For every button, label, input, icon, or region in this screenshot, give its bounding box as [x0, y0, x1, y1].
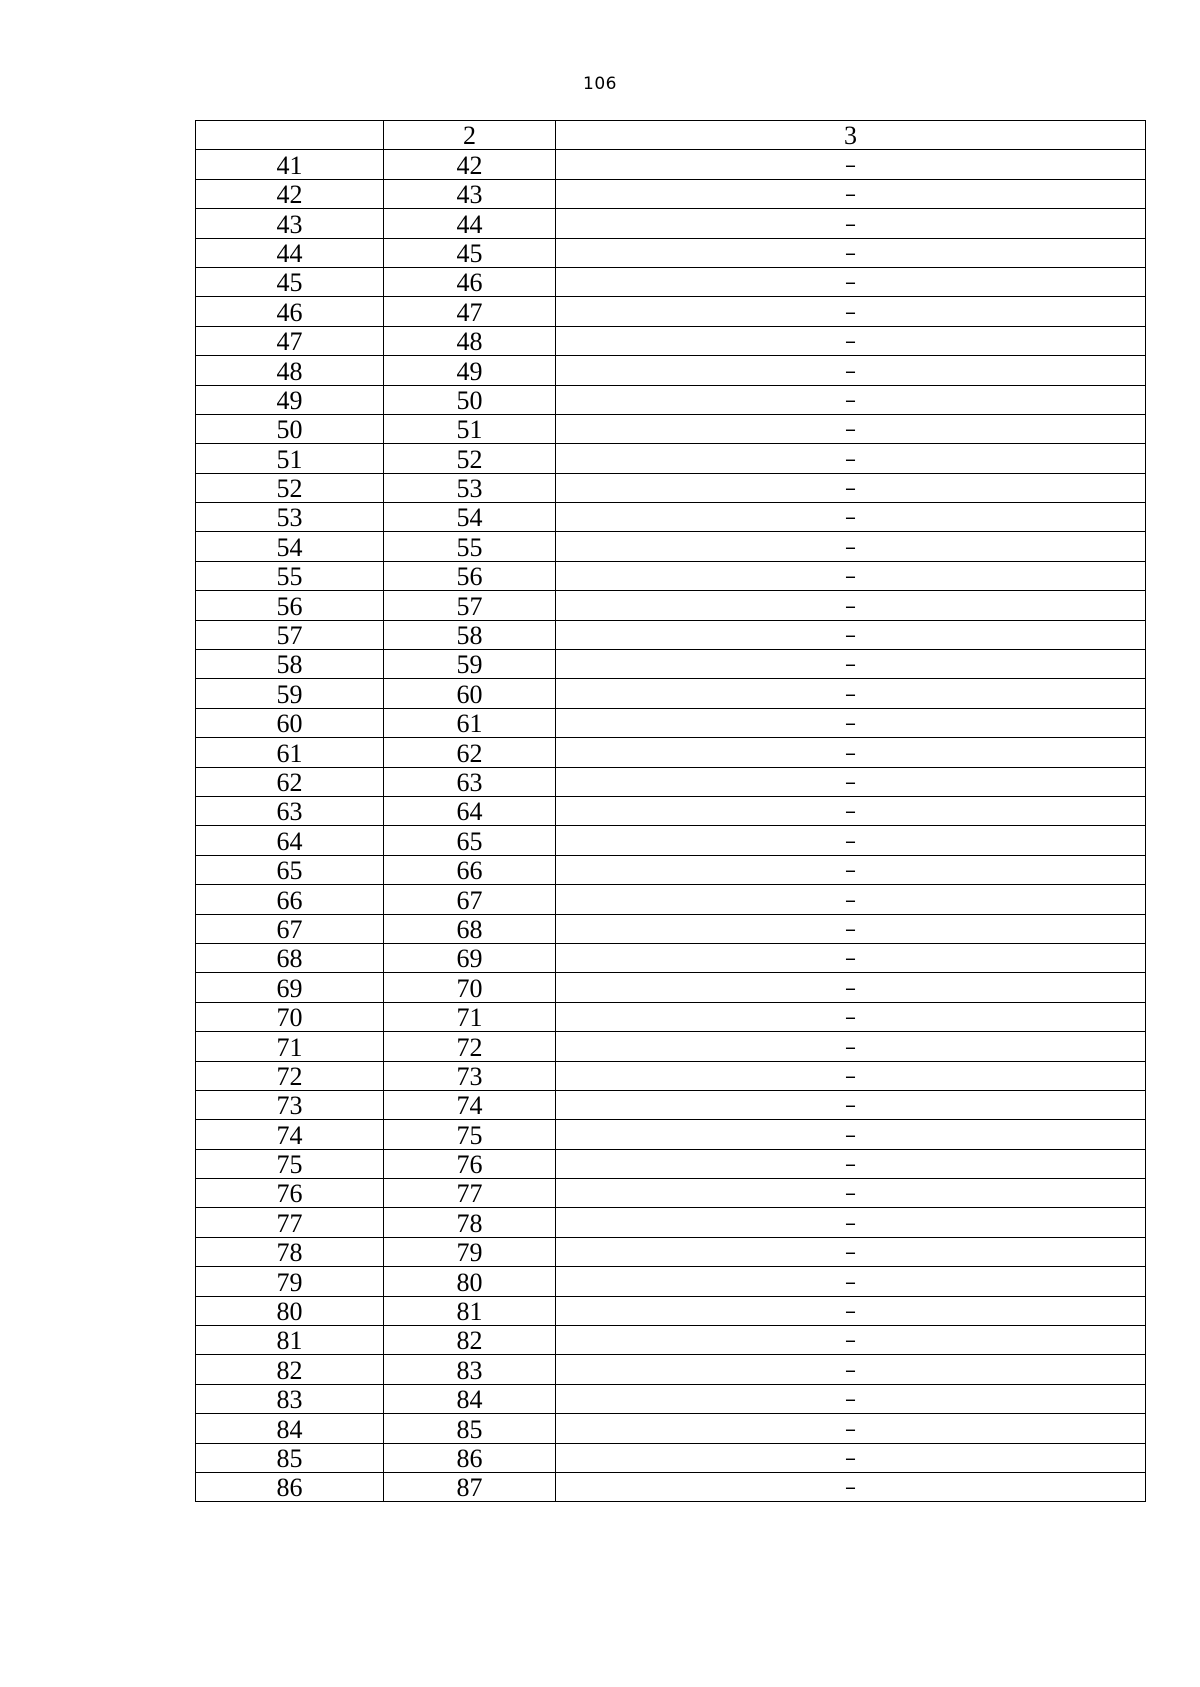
table-cell-col1: 52	[196, 473, 384, 502]
table-cell-col3: –	[556, 943, 1146, 972]
table-cell-col1: 71	[196, 1032, 384, 1061]
table-cell-col1: 74	[196, 1120, 384, 1149]
table-cell-col1: 73	[196, 1090, 384, 1119]
table-row	[196, 1443, 1146, 1472]
table-row	[196, 179, 1146, 208]
table-cell-col1: 86	[196, 1472, 384, 1501]
table-cell-col2: 68	[384, 914, 556, 943]
table-cell-col3: –	[556, 1032, 1146, 1061]
table-cell-col3: –	[556, 767, 1146, 796]
table-cell-col2: 54	[384, 503, 556, 532]
table-cell-col2: 72	[384, 1032, 556, 1061]
table-row	[196, 591, 1146, 620]
table-cell-col2: 48	[384, 326, 556, 355]
table-cell-col1: 63	[196, 796, 384, 825]
table-cell-col1: 83	[196, 1384, 384, 1413]
table-body	[196, 150, 1146, 1502]
table-cell-col1: 66	[196, 885, 384, 914]
table-row	[196, 473, 1146, 502]
table-cell-col1: 53	[196, 503, 384, 532]
table-row	[196, 414, 1146, 443]
table-cell-col2: 69	[384, 943, 556, 972]
table-cell-col3: –	[556, 150, 1146, 179]
table-cell-col2: 78	[384, 1208, 556, 1237]
table-cell-col3: –	[556, 1061, 1146, 1090]
table-row	[196, 1237, 1146, 1266]
table-row	[196, 855, 1146, 884]
table-cell-col2: 63	[384, 767, 556, 796]
table-cell-col3: –	[556, 826, 1146, 855]
table-row	[196, 150, 1146, 179]
table-row	[196, 1090, 1146, 1119]
table-cell-col2: 83	[384, 1355, 556, 1384]
table-cell-col3: –	[556, 238, 1146, 267]
table-row	[196, 532, 1146, 561]
table-cell-col2: 86	[384, 1443, 556, 1472]
table-row	[196, 767, 1146, 796]
table-cell-col1: 41	[196, 150, 384, 179]
table-row	[196, 738, 1146, 767]
table-cell-col2: 43	[384, 179, 556, 208]
table-cell-col1: 78	[196, 1237, 384, 1266]
table-cell-col3: –	[556, 591, 1146, 620]
table-cell-col3: –	[556, 1414, 1146, 1443]
table-cell-col3: –	[556, 297, 1146, 326]
table-cell-col1: 60	[196, 708, 384, 737]
table-cell-col1: 69	[196, 973, 384, 1002]
table-cell-col2: 50	[384, 385, 556, 414]
table-cell-col1: 50	[196, 414, 384, 443]
table-cell-col3: –	[556, 738, 1146, 767]
table-cell-col3: –	[556, 855, 1146, 884]
table-cell-col1: 81	[196, 1326, 384, 1355]
table-cell-col1: 76	[196, 1179, 384, 1208]
table-row	[196, 561, 1146, 590]
table-cell-col3: –	[556, 209, 1146, 238]
table-row	[196, 1120, 1146, 1149]
table-cell-col3: –	[556, 1002, 1146, 1031]
table-cell-col3: –	[556, 1090, 1146, 1119]
table-cell-col3: –	[556, 1355, 1146, 1384]
table-row	[196, 209, 1146, 238]
table-cell-col1: 64	[196, 826, 384, 855]
table-cell-col3: –	[556, 914, 1146, 943]
table-header-row	[196, 121, 1146, 150]
table-cell-col2: 65	[384, 826, 556, 855]
page-number: 106	[583, 74, 617, 94]
table-cell-col2: 53	[384, 473, 556, 502]
table-cell-col3: –	[556, 473, 1146, 502]
table-cell-col2: 56	[384, 561, 556, 590]
table-row	[196, 267, 1146, 296]
table-row	[196, 1179, 1146, 1208]
table-cell-col3: –	[556, 620, 1146, 649]
table-row	[196, 973, 1146, 1002]
header-cell-col2: 2	[384, 121, 556, 150]
table-cell-col2: 79	[384, 1237, 556, 1266]
table-cell-col3: –	[556, 444, 1146, 473]
table-cell-col3: –	[556, 1384, 1146, 1413]
table-cell-col1: 48	[196, 356, 384, 385]
table-cell-col1: 44	[196, 238, 384, 267]
table-cell-col2: 66	[384, 855, 556, 884]
table-cell-col1: 65	[196, 855, 384, 884]
table-row	[196, 650, 1146, 679]
data-table	[195, 120, 1146, 1502]
table-cell-col3: –	[556, 1296, 1146, 1325]
table-cell-col3: –	[556, 532, 1146, 561]
table-row	[196, 914, 1146, 943]
table-row	[196, 326, 1146, 355]
table-cell-col1: 54	[196, 532, 384, 561]
table-cell-col2: 75	[384, 1120, 556, 1149]
table-cell-col3: –	[556, 179, 1146, 208]
table-cell-col2: 87	[384, 1472, 556, 1501]
table-cell-col2: 71	[384, 1002, 556, 1031]
table-cell-col2: 70	[384, 973, 556, 1002]
table-cell-col2: 46	[384, 267, 556, 296]
table-row	[196, 1296, 1146, 1325]
table-cell-col3: –	[556, 1237, 1146, 1266]
table-cell-col2: 85	[384, 1414, 556, 1443]
table-cell-col3: –	[556, 1149, 1146, 1178]
header-cell-col3: 3	[556, 121, 1146, 150]
table-cell-col2: 47	[384, 297, 556, 326]
table-cell-col3: –	[556, 1443, 1146, 1472]
table-cell-col2: 59	[384, 650, 556, 679]
table-cell-col1: 47	[196, 326, 384, 355]
table-row	[196, 679, 1146, 708]
table-cell-col1: 77	[196, 1208, 384, 1237]
table-cell-col3: –	[556, 1208, 1146, 1237]
table-cell-col1: 42	[196, 179, 384, 208]
table-cell-col3: –	[556, 503, 1146, 532]
table-cell-col1: 68	[196, 943, 384, 972]
table-cell-col1: 57	[196, 620, 384, 649]
table-header	[196, 121, 1146, 150]
table-cell-col2: 76	[384, 1149, 556, 1178]
table-cell-col2: 58	[384, 620, 556, 649]
table-row	[196, 620, 1146, 649]
table-row	[196, 1355, 1146, 1384]
table-cell-col3: –	[556, 796, 1146, 825]
table-cell-col1: 67	[196, 914, 384, 943]
table-cell-col3: –	[556, 356, 1146, 385]
table-row	[196, 238, 1146, 267]
table-row	[196, 826, 1146, 855]
table-row	[196, 385, 1146, 414]
table-cell-col1: 55	[196, 561, 384, 590]
table-row	[196, 1472, 1146, 1501]
header-cell-col1	[196, 121, 384, 150]
table-cell-col2: 84	[384, 1384, 556, 1413]
table-cell-col1: 72	[196, 1061, 384, 1090]
table-cell-col2: 81	[384, 1296, 556, 1325]
table-row	[196, 885, 1146, 914]
table-cell-col2: 42	[384, 150, 556, 179]
table-cell-col3: –	[556, 1120, 1146, 1149]
table-cell-col3: –	[556, 267, 1146, 296]
table-cell-col3: –	[556, 414, 1146, 443]
table-row	[196, 503, 1146, 532]
table-cell-col3: –	[556, 885, 1146, 914]
table-cell-col2: 77	[384, 1179, 556, 1208]
table-cell-col1: 46	[196, 297, 384, 326]
table-row	[196, 1032, 1146, 1061]
table-cell-col1: 62	[196, 767, 384, 796]
table-cell-col2: 64	[384, 796, 556, 825]
table-cell-col1: 75	[196, 1149, 384, 1178]
table-cell-col2: 67	[384, 885, 556, 914]
table-cell-col1: 59	[196, 679, 384, 708]
table-cell-col2: 82	[384, 1326, 556, 1355]
table-cell-col1: 49	[196, 385, 384, 414]
table-cell-col3: –	[556, 679, 1146, 708]
table-row	[196, 796, 1146, 825]
table-cell-col3: –	[556, 1326, 1146, 1355]
table-cell-col2: 55	[384, 532, 556, 561]
table-cell-col2: 73	[384, 1061, 556, 1090]
table-cell-col1: 45	[196, 267, 384, 296]
table-cell-col2: 45	[384, 238, 556, 267]
table-row	[196, 1267, 1146, 1296]
table-cell-col2: 61	[384, 708, 556, 737]
table-cell-col3: –	[556, 1472, 1146, 1501]
table-cell-col3: –	[556, 1179, 1146, 1208]
table-row	[196, 1002, 1146, 1031]
table-cell-col3: –	[556, 326, 1146, 355]
table-cell-col2: 57	[384, 591, 556, 620]
table-cell-col2: 80	[384, 1267, 556, 1296]
table-cell-col1: 58	[196, 650, 384, 679]
table-cell-col2: 52	[384, 444, 556, 473]
table-cell-col1: 61	[196, 738, 384, 767]
table-row	[196, 1149, 1146, 1178]
table-cell-col3: –	[556, 1267, 1146, 1296]
table-row	[196, 1384, 1146, 1413]
table-row	[196, 297, 1146, 326]
table-row	[196, 356, 1146, 385]
table-cell-col3: –	[556, 561, 1146, 590]
table-cell-col1: 70	[196, 1002, 384, 1031]
table-cell-col2: 62	[384, 738, 556, 767]
table-cell-col1: 84	[196, 1414, 384, 1443]
table-cell-col1: 79	[196, 1267, 384, 1296]
table-cell-col3: –	[556, 650, 1146, 679]
table-row	[196, 708, 1146, 737]
table-cell-col2: 49	[384, 356, 556, 385]
table-cell-col1: 80	[196, 1296, 384, 1325]
table-cell-col2: 44	[384, 209, 556, 238]
table-cell-col2: 60	[384, 679, 556, 708]
table-row	[196, 943, 1146, 972]
table-cell-col3: –	[556, 973, 1146, 1002]
table-cell-col2: 51	[384, 414, 556, 443]
table-cell-col2: 74	[384, 1090, 556, 1119]
table-row	[196, 1414, 1146, 1443]
table-row	[196, 1061, 1146, 1090]
table-row	[196, 1326, 1146, 1355]
table-cell-col1: 56	[196, 591, 384, 620]
table-cell-col3: –	[556, 385, 1146, 414]
table-cell-col1: 43	[196, 209, 384, 238]
table-row	[196, 1208, 1146, 1237]
table-cell-col1: 82	[196, 1355, 384, 1384]
table-cell-col1: 51	[196, 444, 384, 473]
table-row	[196, 444, 1146, 473]
table-cell-col1: 85	[196, 1443, 384, 1472]
table-cell-col3: –	[556, 708, 1146, 737]
